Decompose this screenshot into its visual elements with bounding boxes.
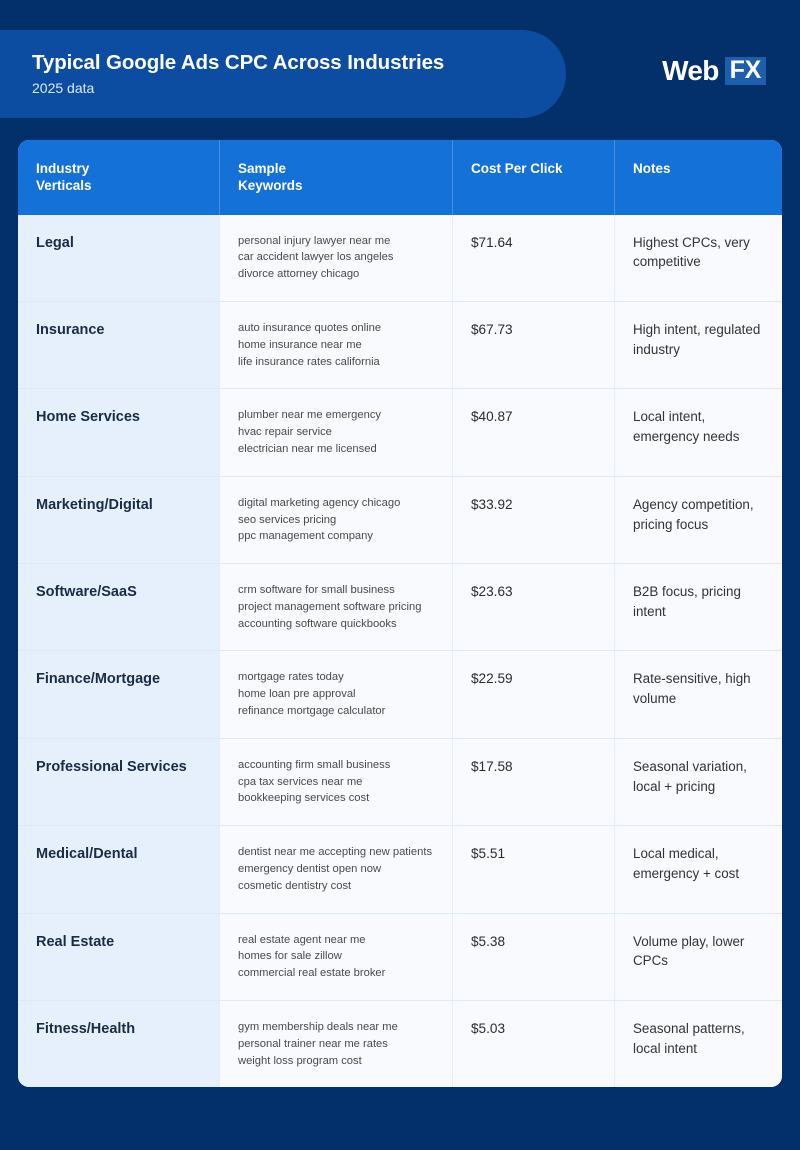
keyword-item: personal injury lawyer near me xyxy=(238,234,391,247)
keyword-item: home loan pre approval xyxy=(238,688,356,701)
cell-notes: B2B focus, pricing intent xyxy=(615,564,782,650)
webfx-logo xyxy=(662,54,766,88)
cell-cost-per-click: $71.64 xyxy=(453,215,615,301)
table-body xyxy=(18,215,782,1088)
cell-industry: Software/SaaS xyxy=(18,564,220,650)
cell-cost-per-click: $40.87 xyxy=(453,389,615,475)
table-row xyxy=(18,913,782,1000)
keyword-item: electrician near me licensed xyxy=(238,442,377,455)
table-row xyxy=(18,1000,782,1087)
cell-cost-per-click: $5.03 xyxy=(453,1001,615,1087)
keyword-item: real estate agent near me xyxy=(238,933,366,946)
cell-industry: Home Services xyxy=(18,389,220,475)
cell-notes: Volume play, lower CPCs xyxy=(615,914,782,1000)
cell-keywords xyxy=(220,302,453,388)
cell-keywords xyxy=(220,826,453,912)
cell-cost-per-click: $5.38 xyxy=(453,914,615,1000)
cpc-table xyxy=(18,140,782,1087)
column-header-industry-verticals xyxy=(18,140,220,215)
column-header-line: Cost Per Click xyxy=(471,161,563,176)
cell-industry: Legal xyxy=(18,215,220,301)
table-row xyxy=(18,738,782,825)
cell-notes: Rate-sensitive, high volume xyxy=(615,651,782,737)
logo-fx-badge: FX xyxy=(725,57,766,85)
column-header-sample-keywords xyxy=(220,140,453,215)
cell-keywords xyxy=(220,389,453,475)
cell-notes: Local medical, emergency + cost xyxy=(615,826,782,912)
table-row xyxy=(18,476,782,563)
cell-cost-per-click: $17.58 xyxy=(453,739,615,825)
cell-cost-per-click: $22.59 xyxy=(453,651,615,737)
cell-industry: Medical/Dental xyxy=(18,826,220,912)
header-banner xyxy=(0,30,566,118)
cell-notes: Seasonal patterns, local intent xyxy=(615,1001,782,1087)
keyword-item: accounting firm small business xyxy=(238,758,391,771)
column-header-line: Keywords xyxy=(238,178,303,194)
cell-notes: Agency competition, pricing focus xyxy=(615,477,782,563)
cell-keywords xyxy=(220,739,453,825)
table-row xyxy=(18,301,782,388)
cell-notes: High intent, regulated industry xyxy=(615,302,782,388)
table-row xyxy=(18,215,782,301)
table-row xyxy=(18,563,782,650)
keyword-item: hvac repair service xyxy=(238,426,332,439)
table-header-row xyxy=(18,140,782,215)
keyword-item: gym membership deals near me xyxy=(238,1021,398,1034)
cell-industry: Real Estate xyxy=(18,914,220,1000)
page-subtitle: 2025 data xyxy=(32,80,95,97)
keyword-item: refinance mortgage calculator xyxy=(238,705,386,718)
keyword-item: ppc management company xyxy=(238,530,373,543)
keyword-item: divorce attorney chicago xyxy=(238,268,360,281)
keyword-item: home insurance near me xyxy=(238,338,362,351)
column-header-line: Industry xyxy=(36,161,90,176)
column-header-line: Notes xyxy=(633,161,671,176)
cell-keywords xyxy=(220,477,453,563)
logo-web-text: Web xyxy=(662,55,719,86)
cell-industry: Professional Services xyxy=(18,739,220,825)
table-row xyxy=(18,650,782,737)
cell-notes: Highest CPCs, very competitive xyxy=(615,215,782,301)
cell-keywords xyxy=(220,564,453,650)
keyword-item: emergency dentist open now xyxy=(238,863,382,876)
keyword-item: weight loss program cost xyxy=(238,1054,362,1067)
keyword-item: homes for sale zillow xyxy=(238,950,342,963)
cell-industry: Marketing/Digital xyxy=(18,477,220,563)
cell-keywords xyxy=(220,1001,453,1087)
keyword-item: digital marketing agency chicago xyxy=(238,496,401,509)
cell-cost-per-click: $23.63 xyxy=(453,564,615,650)
keyword-item: crm software for small business xyxy=(238,584,395,597)
keyword-item: plumber near me emergency xyxy=(238,409,382,422)
column-header-line: Verticals xyxy=(36,178,92,194)
keyword-item: dentist near me accepting new patients xyxy=(238,846,433,859)
keyword-item: bookkeeping services cost xyxy=(238,792,370,805)
cell-notes: Local intent, emergency needs xyxy=(615,389,782,475)
column-header-notes xyxy=(615,140,782,215)
cell-cost-per-click: $5.51 xyxy=(453,826,615,912)
keyword-item: seo services pricing xyxy=(238,513,337,526)
cell-cost-per-click: $33.92 xyxy=(453,477,615,563)
keyword-item: car accident lawyer los angeles xyxy=(238,251,394,264)
cell-industry: Insurance xyxy=(18,302,220,388)
keyword-item: accounting software quickbooks xyxy=(238,617,397,630)
cell-notes: Seasonal variation, local + pricing xyxy=(615,739,782,825)
keyword-item: cpa tax services near me xyxy=(238,775,363,788)
keyword-item: mortgage rates today xyxy=(238,671,344,684)
keyword-item: commercial real estate broker xyxy=(238,967,386,980)
keyword-item: personal trainer near me rates xyxy=(238,1037,388,1050)
column-header-cost-per-click xyxy=(453,140,615,215)
page-title: Typical Google Ads CPC Across Industries xyxy=(32,50,445,74)
cell-industry: Finance/Mortgage xyxy=(18,651,220,737)
keyword-item: life insurance rates california xyxy=(238,355,380,368)
table-row xyxy=(18,825,782,912)
header xyxy=(0,0,800,140)
cell-keywords xyxy=(220,215,453,301)
cell-keywords xyxy=(220,651,453,737)
keyword-item: auto insurance quotes online xyxy=(238,321,382,334)
cell-cost-per-click: $67.73 xyxy=(453,302,615,388)
keyword-item: cosmetic dentistry cost xyxy=(238,879,352,892)
keyword-item: project management software pricing xyxy=(238,600,422,613)
cell-keywords xyxy=(220,914,453,1000)
column-header-line: Sample xyxy=(238,161,287,176)
cell-industry: Fitness/Health xyxy=(18,1001,220,1087)
table-row xyxy=(18,388,782,475)
